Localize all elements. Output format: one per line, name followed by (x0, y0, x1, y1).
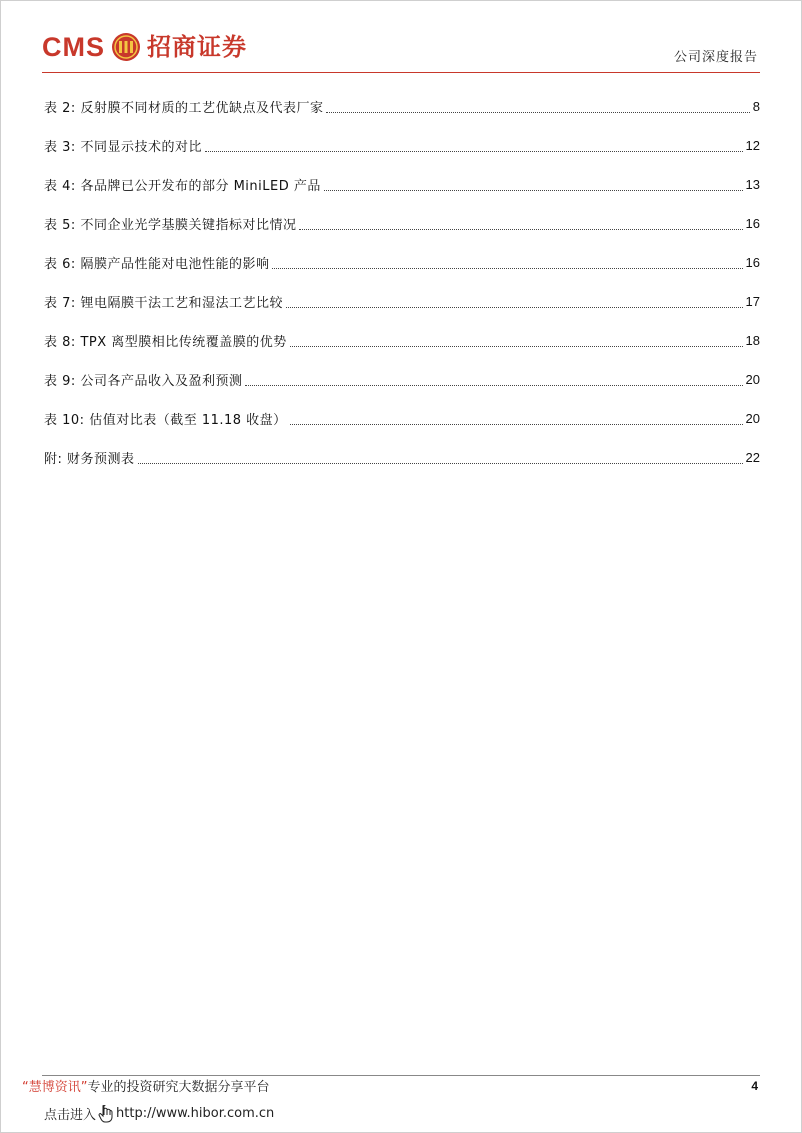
toc-entry-title: 不同显示技术的对比 (80, 140, 202, 155)
toc-entry[interactable] (44, 321, 760, 360)
toc-entry-label (44, 448, 135, 467)
toc-entry-number: 表 10: (44, 413, 85, 428)
toc-page-number: 20 (745, 411, 760, 426)
toc-entry-number: 附: (44, 452, 63, 467)
toc-entry-title: 隔膜产品性能对电池性能的影响 (80, 257, 270, 272)
toc-dot-leader (290, 423, 743, 425)
toc-entry-number: 表 3: (44, 140, 76, 155)
toc-page-number: 16 (745, 255, 760, 270)
company-logo (42, 30, 247, 64)
toc-entry-label (44, 370, 242, 389)
toc-page-number: 20 (745, 372, 760, 387)
document-type: 公司深度报告 (673, 50, 758, 65)
toc-entry-title: TPX 离型膜相比传统覆盖膜的优势 (80, 335, 287, 350)
toc-dot-leader (326, 111, 749, 113)
toc-entry-number: 表 2: (44, 101, 76, 116)
toc-dot-leader (272, 267, 742, 269)
toc-page-number: 18 (745, 333, 760, 348)
toc-entry[interactable] (44, 126, 760, 165)
footer-brand-line (22, 1076, 270, 1095)
toc-entry-title: 财务预测表 (67, 452, 135, 467)
toc-entry-label (44, 409, 287, 428)
toc-dot-leader (324, 189, 743, 191)
toc-page-number: 16 (745, 216, 760, 231)
table-of-contents (44, 87, 760, 477)
toc-entry-label (44, 175, 321, 194)
header-divider (42, 72, 760, 73)
toc-entry-number: 表 7: (44, 296, 76, 311)
footer-url-link[interactable]: http://www.hibor.com.cn (116, 1106, 275, 1121)
toc-entry[interactable] (44, 282, 760, 321)
toc-dot-leader (286, 306, 743, 308)
footer-brand: “慧博资讯” (22, 1080, 88, 1095)
toc-entry[interactable] (44, 438, 760, 477)
page-number: 4 (751, 1079, 758, 1093)
toc-entry[interactable] (44, 399, 760, 438)
toc-entry-number: 表 5: (44, 218, 76, 233)
toc-dot-leader (299, 228, 742, 230)
toc-entry[interactable] (44, 87, 760, 126)
toc-entry-number: 表 4: (44, 179, 76, 194)
toc-page-number: 12 (745, 138, 760, 153)
footer-tagline: 专业的投资研究大数据分享平台 (87, 1080, 270, 1095)
logo-emblem-icon (111, 32, 141, 62)
toc-page-number: 17 (745, 294, 760, 309)
toc-entry-number: 表 6: (44, 257, 76, 272)
toc-page-number: 8 (752, 99, 760, 114)
toc-entry-title: 公司各产品收入及盈利预测 (80, 374, 243, 389)
toc-entry-label (44, 331, 287, 350)
logo-cms-text: CMS (42, 32, 105, 62)
toc-entry-title: 不同企业光学基膜关键指标对比情况 (80, 218, 297, 233)
footer-enter-text: 点击进入 (44, 1108, 97, 1123)
logo-company-name: 招商证券 (147, 33, 247, 61)
toc-entry-title: 各品牌已公开发布的部分 MiniLED 产品 (80, 179, 321, 194)
toc-page-number: 13 (745, 177, 760, 192)
pointer-hand-icon (98, 1105, 114, 1123)
toc-dot-leader (205, 150, 743, 152)
toc-entry-title: 锂电隔膜干法工艺和湿法工艺比较 (80, 296, 283, 311)
toc-dot-leader (245, 384, 742, 386)
toc-entry[interactable] (44, 165, 760, 204)
toc-entry-number: 表 9: (44, 374, 76, 389)
toc-entry-label (44, 97, 323, 116)
toc-entry-number: 表 8: (44, 335, 76, 350)
toc-entry-label (44, 292, 283, 311)
toc-page-number: 22 (745, 450, 760, 465)
toc-dot-leader (138, 462, 743, 464)
toc-entry-title: 估值对比表（截至 11.18 收盘） (89, 413, 287, 428)
toc-entry[interactable] (44, 360, 760, 399)
toc-entry[interactable] (44, 204, 760, 243)
toc-entry-title: 反射膜不同材质的工艺优缺点及代表厂家 (80, 101, 324, 116)
page-header (0, 0, 802, 75)
toc-entry-label (44, 214, 296, 233)
toc-entry[interactable] (44, 243, 760, 282)
footer-link-line[interactable] (44, 1104, 274, 1123)
toc-entry-label (44, 253, 269, 272)
toc-dot-leader (290, 345, 743, 347)
toc-entry-label (44, 136, 202, 155)
